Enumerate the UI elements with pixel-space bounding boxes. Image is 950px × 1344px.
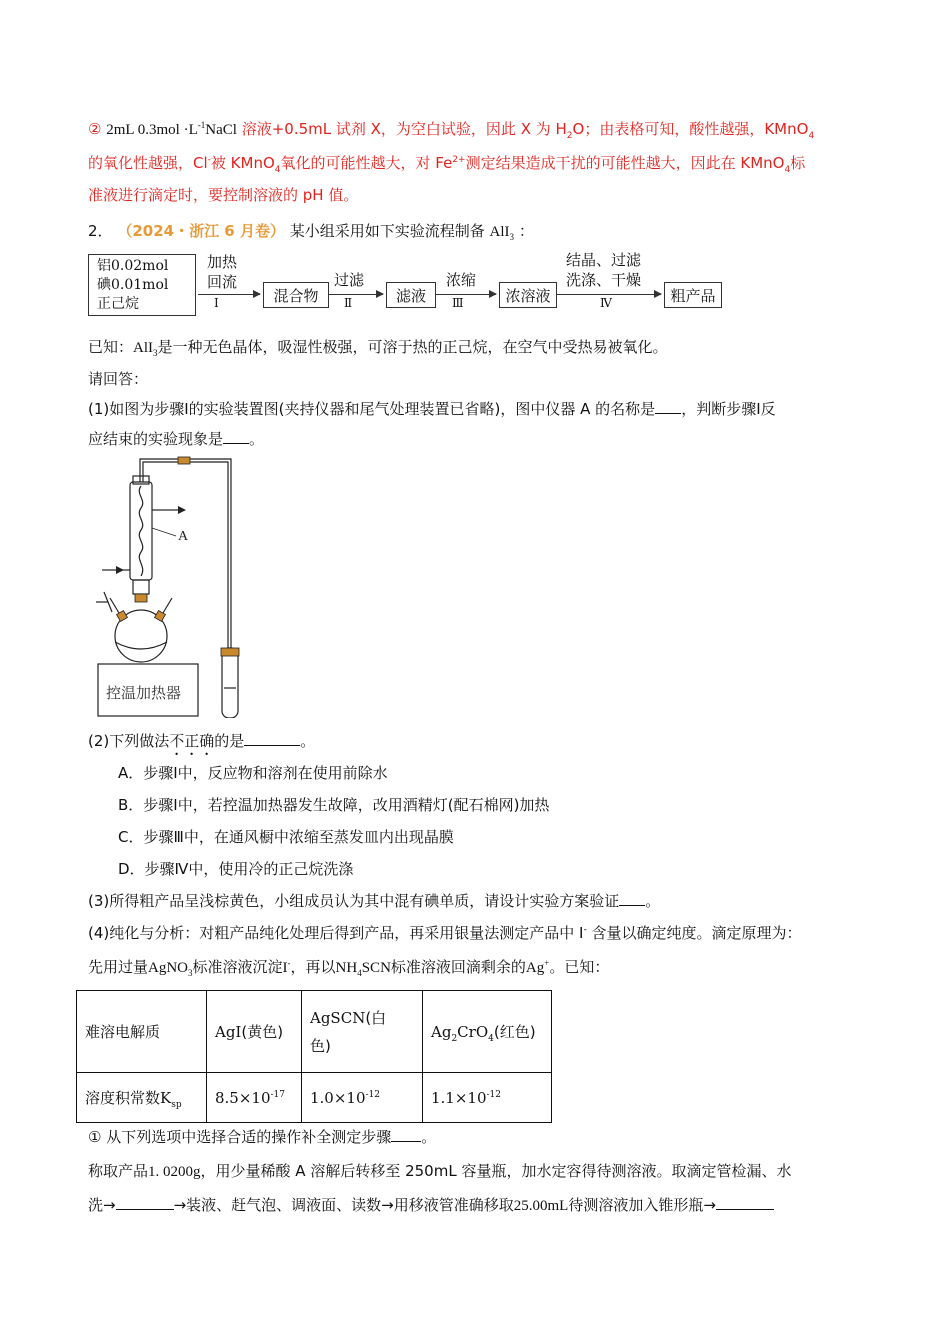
- flow-step4-roman: Ⅳ: [600, 296, 612, 310]
- table-cell: $1.1\times 10^{-12}$: [423, 1073, 552, 1123]
- answer-text-2c: 氧化的可能性越大，对 Fe: [280, 154, 453, 172]
- question-number: 2．: [88, 222, 113, 240]
- q4-1-blank-wash[interactable]: [116, 1195, 174, 1210]
- flow-arrow-1: [198, 294, 260, 295]
- q4-line-2: 先用过量AgNO$_3$标准溶液沉淀I-，再以$NH_4SCN$标准溶液回滴剩余的Ag+。已知：: [88, 958, 610, 978]
- please-answer: 请回答：: [88, 370, 149, 388]
- answer-text-2e: 标: [790, 154, 806, 172]
- formula-ag-ion: Ag+: [525, 958, 550, 976]
- flow-arrow-2: [329, 294, 383, 295]
- flow-arrow-4: [557, 294, 661, 295]
- answer-text-1b: O；由表格可知，酸性越强，KMnO: [572, 120, 809, 138]
- product-mass: 1. 0200g: [148, 1164, 201, 1180]
- flow-step1-label: 加热 回流: [206, 253, 237, 291]
- q2-option-d[interactable]: D．步骤Ⅳ中，使用冷的正己烷洗涤: [118, 860, 354, 878]
- known-formula: AlI$_3$: [133, 340, 158, 358]
- question-source: （2024・浙江 6 月卷）: [117, 222, 285, 240]
- table-header-cell: AgI(黄色): [207, 991, 302, 1073]
- q1-blank-2[interactable]: [223, 429, 249, 444]
- q2-option-a[interactable]: A．步骤Ⅰ中，反应物和溶剂在使用前除水: [118, 764, 388, 782]
- flow-step1-roman: Ⅰ: [214, 296, 219, 310]
- formula-nh4scn: $NH_4SCN$: [335, 960, 391, 978]
- q4-1-stem: ① 从下列选项中选择合适的操作补全测定步骤 。: [88, 1128, 437, 1146]
- label-a: A: [178, 529, 189, 544]
- flow-step2-roman: Ⅱ: [344, 296, 353, 310]
- flow-step2-label: 过滤: [334, 271, 365, 289]
- flow-step3-label: 浓缩: [446, 271, 477, 289]
- q2-option-b[interactable]: B．步骤Ⅰ中，若控温加热器发生故障，改用酒精灯(配石棉网)加热: [118, 796, 550, 814]
- product-formula: AlI$_3$: [489, 224, 515, 242]
- answer-circled-number: ②: [88, 120, 102, 138]
- flow-box-crude-product: 粗产品: [664, 282, 722, 308]
- flow-box-filtrate: 滤液: [386, 282, 436, 308]
- known-line: 已知：AlI$_3$是一种无色晶体，吸湿性极强，可溶于热的正己烷，在空气中受热易被氧化。: [88, 338, 668, 358]
- q4-line-1: (4)纯化与分析：对粗产品纯化处理后得到产品，再采用银量法测定产品中 I- 含量以确定纯度。滴定原理为：: [88, 924, 802, 942]
- table-row: [77, 991, 552, 1073]
- flow-arrow-3: [436, 294, 496, 295]
- q1-blank-1[interactable]: [655, 399, 681, 414]
- apparatus-figure: [88, 452, 268, 718]
- q4-1-line-2: 称取产品1. 0200g，用少量稀酸 A 溶解后转移至 250mL 容量瓶，加水定容得待测溶液。取滴定管检漏、水: [88, 1162, 792, 1180]
- flow-start-box: [88, 254, 196, 316]
- table-header-cell: AgSCN(白 色): [302, 991, 423, 1073]
- answer-line-2: 的氧化性越强，Cl-被 KMnO$_4$氧化的可能性越大，对 $Fe^{2+}$测定结果造成干扰的可能性越大，因此在 KMnO$_4$标: [88, 154, 806, 175]
- answer-text-1a: 溶液+0.5mL 试剂 X，为空白试验，因此 X 为 H: [241, 120, 567, 138]
- formula-agno3: AgNO$_3$: [148, 960, 193, 978]
- flow-step4-label: 结晶、过滤 洗涤、干燥: [566, 251, 642, 289]
- answer-text-2a: 的氧化性越强，Cl: [88, 154, 208, 172]
- q4-1-blank-end[interactable]: [716, 1195, 774, 1210]
- flow-start-line-2: 碘0.01mol: [97, 276, 169, 293]
- q4-1-blank[interactable]: [391, 1127, 421, 1142]
- q4-1-line-3: 洗→ →装液、赶气泡、调液面、读数→用移液管准确移取25.00mL待测溶液加入锥形瓶→: [88, 1194, 774, 1217]
- q2-blank[interactable]: [244, 731, 300, 746]
- q2-emphasis: 不正确: [169, 732, 215, 750]
- pipette-volume: 25.00mL: [513, 1198, 569, 1214]
- q2-stem: (2)下列做法不正确的是 。: [88, 732, 316, 750]
- flow-box-concentrate: 浓溶液: [499, 282, 557, 308]
- q2-option-c[interactable]: C．步骤Ⅲ中，在通风橱中浓缩至蒸发皿内出现晶膜: [118, 828, 454, 846]
- table-cell: $8.5\times 10^{-17}$: [207, 1073, 302, 1123]
- ksp-table: [76, 990, 552, 1123]
- q3-blank[interactable]: [619, 891, 645, 906]
- tube-clamp: [178, 457, 190, 464]
- table-cell: 溶度积常数$K_{sp}$: [77, 1073, 207, 1123]
- table-row: [77, 1073, 552, 1123]
- table-cell: $1.0\times 10^{-12}$: [302, 1073, 423, 1123]
- flow-step3-roman: Ⅲ: [452, 296, 464, 310]
- table-header-cell: $Ag_2CrO_4$(红色): [423, 991, 552, 1073]
- answer-line-1: ② 2mL $0.3mol \cdot L^{-1}NaCl$ 溶液+0.5mL 试剂 X，为空白试验，因此 X 为 $H_2O$；由表格可知，酸性越强，KMnO$_4$: [88, 120, 815, 141]
- gas-tube: [143, 462, 228, 652]
- q3-line: (3)所得粗产品呈浅棕黄色，小组成员认为其中混有碘单质，请设计实验方案验证 。: [88, 892, 661, 910]
- q1-line-2: 应结束的实验现象是 。: [88, 430, 265, 448]
- table-header-cell: 难溶电解质: [77, 991, 207, 1073]
- answer-line-3: 准液进行滴定时，要控制溶液的 pH 值。: [88, 186, 359, 204]
- flow-start-line-3: 正己烷: [97, 295, 139, 312]
- answer-concentration: 2mL $0.3mol \cdot L^{-1}NaCl$: [106, 120, 237, 138]
- formula-iodide: I-: [282, 958, 291, 976]
- answer-text-2d: 测定结果造成干扰的可能性越大，因此在 KMnO: [465, 154, 785, 172]
- answer-text-2b: 被 KMnO: [210, 154, 275, 172]
- question-header: 2． （2024・浙江 6 月卷） 某小组采用如下实验流程制备 AlI$_3$ ：: [88, 222, 534, 242]
- flow-box-mixture: 混合物: [263, 282, 329, 308]
- question-intro: 某小组采用如下实验流程制备: [289, 222, 485, 240]
- q1-line-1: (1)如图为步骤Ⅰ的实验装置图(夹持仪器和尾气处理装置已省略)，图中仪器 A 的名称是 ，判断步骤Ⅰ反: [88, 400, 776, 418]
- flow-start-line-1: 铝0.02mol: [97, 257, 169, 274]
- heater-label: 控温加热器: [106, 684, 182, 702]
